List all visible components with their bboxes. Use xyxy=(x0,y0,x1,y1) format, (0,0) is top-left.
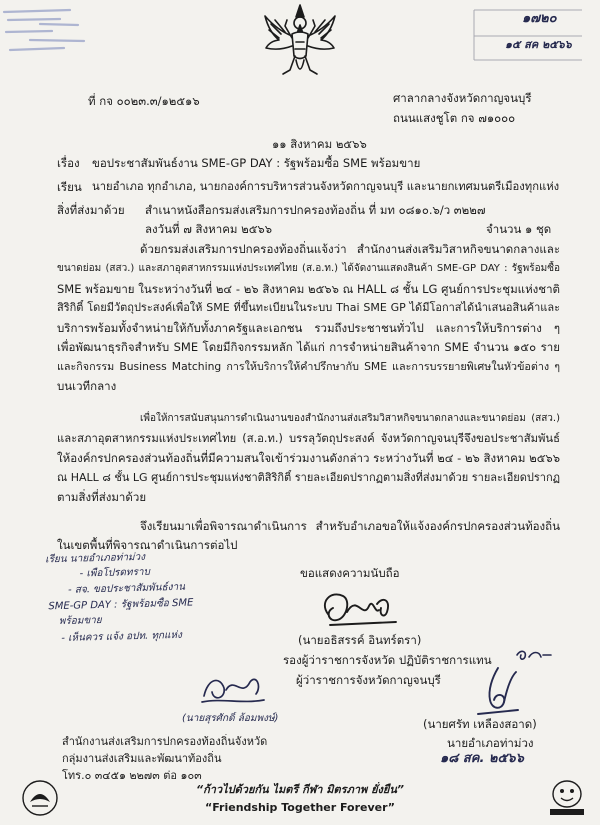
endorsement-signer-title: นายอำเภอท่าม่วง xyxy=(447,736,534,750)
paragraph-1-line: บนเวทีกลาง xyxy=(57,379,117,393)
enclosure-label: สิ่งที่ส่งมาด้วย xyxy=(57,203,125,217)
paragraph-1-line: สิริกิติ์ โดยมีวัตถุประสงค์เพื่อให้ SME ที่ขึ้นทะเบียนในระบบ Thai SME GP ได้มีโอกาสได้นำเสนอสินค้าและ xyxy=(57,301,560,314)
endorsement-signer-name: (นายศรัท เหลืองสอาด) xyxy=(423,717,537,731)
paragraph-1-line: เพื่อพัฒนาธุรกิจสำหรับ SME โดยมีกิจกรรมหลัก ได้แก่ การจำหน่ายสินค้าจาก SME จำนวน ๑๕๐ ราย xyxy=(57,340,560,354)
paragraph-1-line: บริการพร้อมทั้งจำหน่ายให้กับทั้งภาครัฐและเอกชน รวมถึงประชาชนทั่วไป และการให้บริการต่าง ๆ xyxy=(57,321,560,335)
footer-slogan-thai: “ก้าวไปด้วยกัน ไมตรี กีฬา มิตรภาพ ยั่งยืน” xyxy=(196,783,404,796)
closing-salutation: ขอแสดงความนับถือ xyxy=(300,566,400,580)
paragraph-2-line: เพื่อให้การสนับสนุนการดำเนินงานของสำนักงานส่งเสริมวิสาหกิจขนาดกลางและขนาดย่อม (สสว.) xyxy=(140,413,560,424)
office-phone: โทร.๐ ๓๔๕๑ ๒๒๗๓ ต่อ ๑๐๓ xyxy=(62,769,202,782)
margin-note-line: เรียน นายอำเภอท่าม่วง xyxy=(45,551,146,566)
reference-number: ที่ กจ ๐๐๒๓.๓/๑๒๕๑๖ xyxy=(88,94,200,108)
paragraph-1-line: และกิจกรรม Business Matching การให้บริการให้คำปรึกษากับ SME และการบรรยายพิเศษในหัวข้อต่าง ๆ xyxy=(57,360,560,373)
enclosure-date: ลงวันที่ ๗ สิงหาคม ๒๕๖๖ xyxy=(145,222,273,236)
subject-text: ขอประชาสัมพันธ์งาน SME-GP DAY : รัฐพร้อมซื้อ SME พร้อมขาย xyxy=(92,156,421,170)
margin-note-line: พร้อมขาย xyxy=(58,614,102,628)
office-line-2: กลุ่มงานส่งเสริมและพัฒนาท้องถิ่น xyxy=(62,752,222,765)
office-line-1: สำนักงานส่งเสริมการปกครองท้องถิ่นจังหวัด xyxy=(62,735,268,748)
margin-note-line: - สจ. ขอประชาสัมพันธ์งาน xyxy=(67,581,186,596)
provincial-logo-icon xyxy=(20,778,60,818)
paragraph-1-line: ขนาดย่อม (สสว.) และสภาอุตสาหกรรมแห่งประเทศไทย (ส.อ.ท.) ได้จัดงานแสดงสินค้า SME-GP DAY : รัฐพร้อมซื้อ xyxy=(57,263,560,274)
recipient-label: เรียน xyxy=(57,180,82,194)
paragraph-3-line: จึงเรียนมาเพื่อพิจารณาดำเนินการ สำหรับอำเภอขอให้แจ้งองค์กรปกครองส่วนท้องถิ่น xyxy=(140,519,560,533)
received-stamp-number: ๑๗๒๐ xyxy=(522,11,557,26)
paragraph-2-line: ให้องค์กรปกครองส่วนท้องถิ่นที่มีความสนใจเข้าร่วมงานดังกล่าว ระหว่างวันที่ ๒๔ - ๒๖ สิงหาคม ๒๕๖๖ xyxy=(57,451,560,465)
enclosure-quantity: จำนวน ๑ ชุด xyxy=(486,222,552,236)
note-signer-name: (นายสุรศักดิ์ ล้อมพงษ์) xyxy=(182,713,279,724)
margin-note-line: - เพื่อโปรดทราบ xyxy=(79,566,151,580)
signature-main-icon xyxy=(316,584,402,632)
margin-note xyxy=(0,0,281,652)
margin-note-line: - เห็นควร แจ้ง อปท. ทุกแห่ง xyxy=(61,629,183,644)
signature-endorsement-icon xyxy=(468,664,528,720)
address-line-2: ถนนแสงชูโต กจ ๗๑๐๐๐ xyxy=(393,111,516,125)
games-mascot-logo-icon xyxy=(544,776,590,818)
enclosure-text: สำเนาหนังสือกรมส่งเสริมการปกครองท้องถิ่น ที่ มท ๐๘๑๐.๖/ว ๓๒๒๗ xyxy=(145,203,486,217)
paragraph-1-line: SME พร้อมขาย ในระหว่างวันที่ ๒๔ - ๒๖ สิงหาคม ๒๕๖๖ ณ HALL ๘ ชั้น LG ศูนย์การประชุมแห่งชาติ xyxy=(57,282,560,296)
signature-note-icon xyxy=(198,668,270,710)
subject-label: เรื่อง xyxy=(57,156,80,170)
margin-note-line: SME-GP DAY : รัฐพร้อมซื้อ SME xyxy=(48,597,194,613)
address-line-1: ศาลากลางจังหวัดกาญจนบุรี xyxy=(393,91,532,105)
paragraph-1-line: ด้วยกรมส่งเสริมการปกครองท้องถิ่นแจ้งว่า สำนักงานส่งเสริมวิสาหกิจขนาดกลางและ xyxy=(140,242,560,256)
initial-mark-icon xyxy=(513,646,555,664)
recipient-text: นายอำเภอ ทุกอำเภอ, นายกองค์การบริหารส่วนจังหวัดกาญจนบุรี และนายกเทศมนตรีเมืองทุกแห่ง xyxy=(92,180,560,193)
signer-title-2: ผู้ว่าราชการจังหวัดกาญจนบุรี xyxy=(296,673,441,687)
letter-date: ๑๑ สิงหาคม ๒๕๖๖ xyxy=(272,137,367,151)
received-stamp-date: ๑๕ สค ๒๕๖๖ xyxy=(505,38,572,51)
paragraph-2-line: และสภาอุตสาหกรรมแห่งประเทศไทย (ส.อ.ท.) บรรลุวัตถุประสงค์ จังหวัดกาญจนบุรีจึงขอประชาสัมพันธ์ xyxy=(57,432,560,445)
endorsement-date: ๑๘ สค. ๒๕๖๖ xyxy=(440,751,524,766)
garuda-emblem-icon xyxy=(261,4,339,82)
signer-title-1: รองผู้ว่าราชการจังหวัด ปฏิบัติราชการแทน xyxy=(283,653,492,667)
footer-slogan-english: “Friendship Together Forever” xyxy=(205,801,395,814)
paragraph-2-line: ณ HALL ๘ ชั้น LG ศูนย์การประชุมแห่งชาติสิริกิติ์ รายละเอียดปรากฏตามสิ่งที่ส่งมาด้วย รายละเอียดปรากฏ xyxy=(57,471,560,484)
paragraph-3-line: ในเขตพื้นที่พิจารณาดำเนินการต่อไป xyxy=(57,538,238,552)
signer-name: (นายอธิสรรค์ อินทร์ตรา) xyxy=(298,633,422,647)
paragraph-2-line: ตามสิ่งที่ส่งมาด้วย xyxy=(57,490,147,504)
